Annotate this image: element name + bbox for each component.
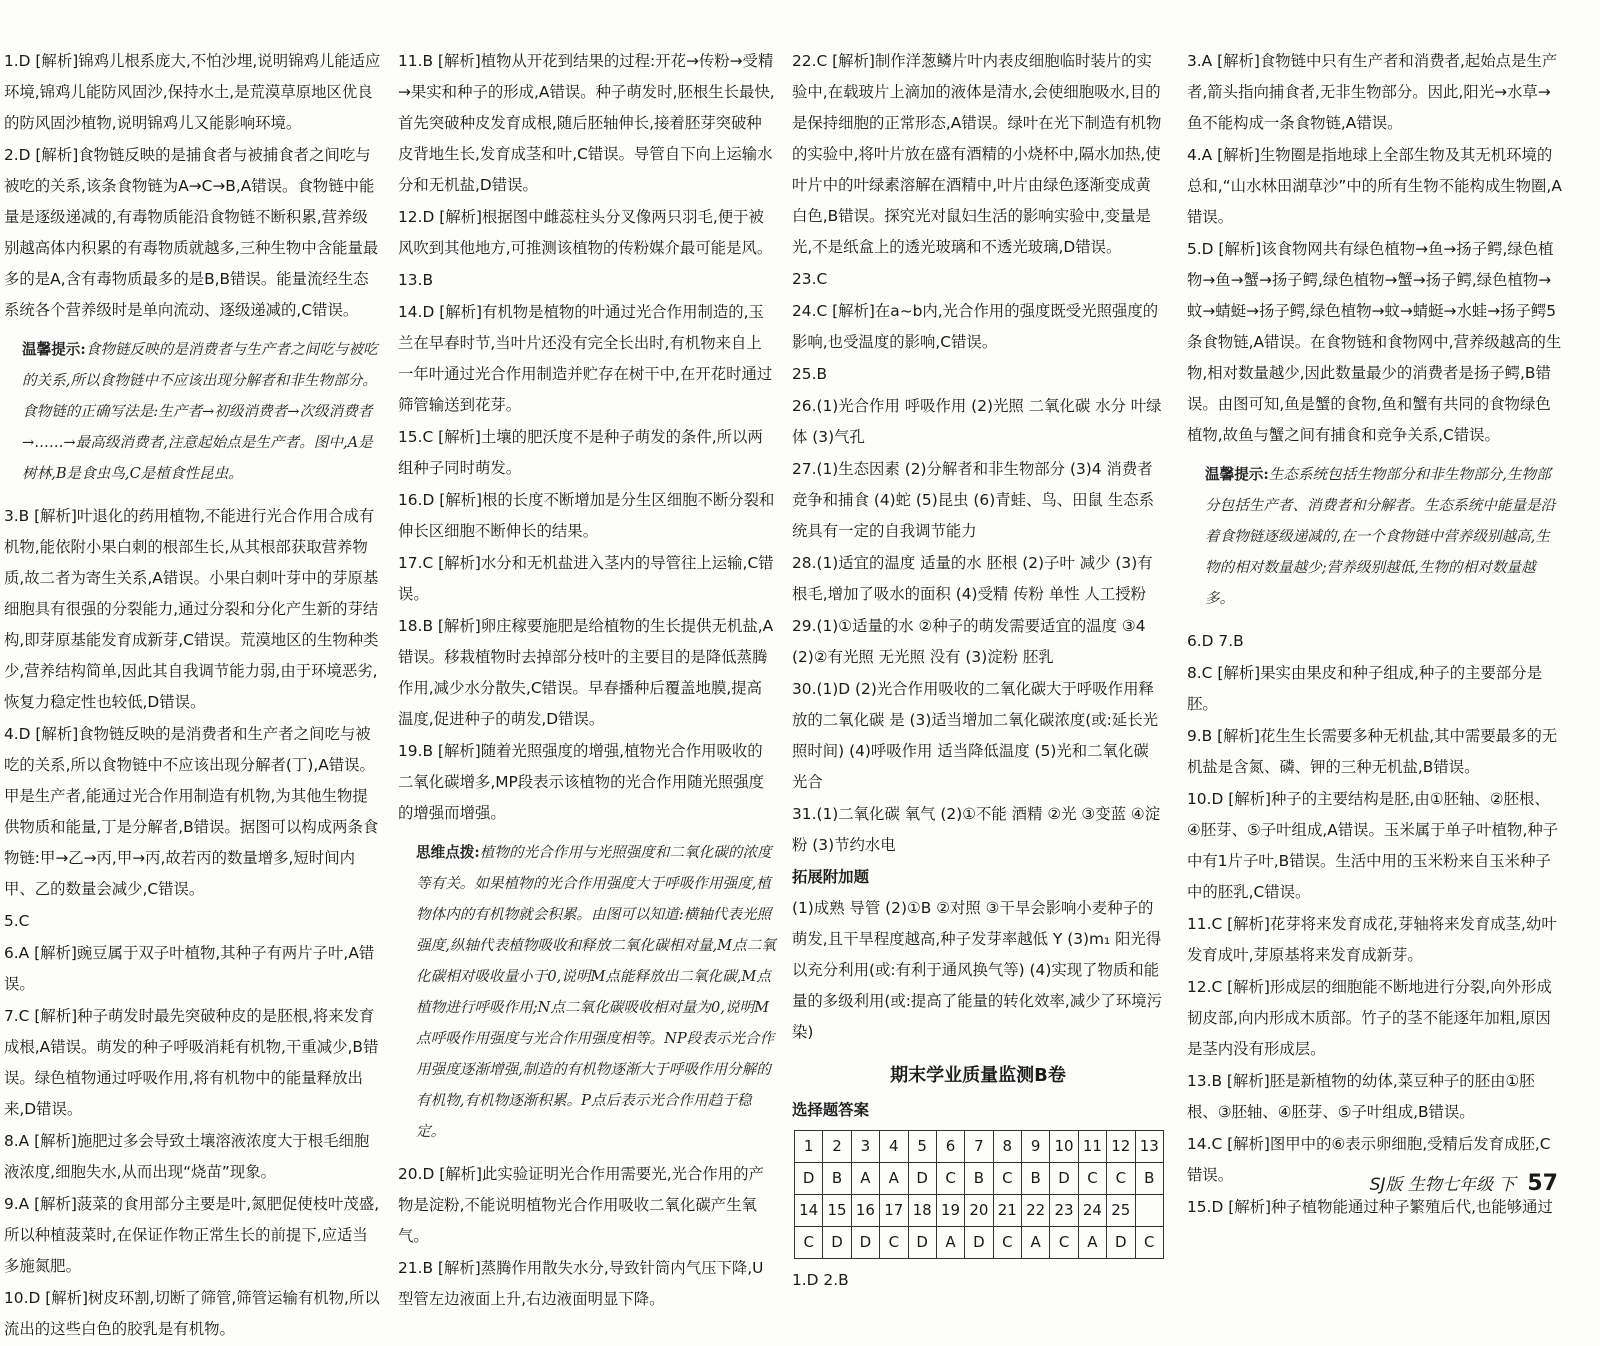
tip-text: 植物的光合作用与光照强度和二氧化碳的浓度等有关。如果植物的光合作用强度大于呼吸作用强度,植物体内的有机物就会积累。由图可以知道:横轴代表光照强度,纵轴代表植物吸收和释放二氧化碳相对量,M点二氧化碳相对吸收量小于0,说明M点能释放出二氧化碳,M点植物进行呼吸作用;N点二氧化碳吸收相对量为0,说明M点呼吸作用强度与光合作用强度相等。NP段表示光合作用强度逐渐增强,制造的有机物逐渐大于呼吸作用分解的有机物,有机物逐渐积累。P点后表示光合作用趋于稳定。 <box>416 844 776 1140</box>
answer-item: 13.B [解析]胚是新植物的幼体,菜豆种子的胚由①胚根、③胚轴、④胚芽、⑤子叶组成,B错误。 <box>1187 1072 1535 1121</box>
answer-table-cell: 9 <box>1022 1131 1050 1163</box>
answer-item: 16.D [解析]根的长度不断增加是分生区细胞不断分裂和伸长区细胞不断伸长的结果。 <box>398 491 775 540</box>
answer-table-cell: B <box>1135 1163 1164 1195</box>
answer-table-cell: 15 <box>823 1195 851 1227</box>
answer-table-cell: 24 <box>1078 1195 1106 1227</box>
answer-table-cell: 23 <box>1050 1195 1078 1227</box>
answer-item: 11.C [解析]花芽将来发育成花,芽轴将来发育成茎,幼叶发育成叶,芽原基将来发育成新芽。 <box>1187 915 1557 964</box>
answer-item: 21.B [解析]蒸腾作用散失水分,导致针筒内气压下降,U型管左边液面上升,右边液面明显下降。 <box>398 1259 764 1308</box>
answer-table-row <box>795 1163 1164 1195</box>
answer-item: 20.D [解析]此实验证明光合作用需要光,光合作用的产物是淀粉,不能说明植物光合作用吸收二氧化碳产生氧气。 <box>398 1165 764 1245</box>
answer-table-cell: A <box>1078 1227 1106 1259</box>
page-number: 57 <box>1527 1171 1558 1196</box>
answer-table-cell: C <box>936 1163 964 1195</box>
answer-table-cell: D <box>908 1163 936 1195</box>
tip-box <box>416 837 776 1147</box>
answer-item: 24.C [解析]在a~b内,光合作用的强度既受光照强度的影响,也受温度的影响,C错误。 <box>792 302 1159 351</box>
answer-table-cell: 3 <box>851 1131 879 1163</box>
answer-table-cell: D <box>851 1227 879 1259</box>
answer-table-cell: B <box>823 1163 851 1195</box>
choice-title: 选择题答案 <box>792 1101 869 1119</box>
answer-table-row <box>795 1195 1164 1227</box>
answer-table-cell: 18 <box>908 1195 936 1227</box>
answer-table-cell: C <box>993 1227 1021 1259</box>
answer-table-cell: C <box>1078 1163 1106 1195</box>
answer-table-cell: D <box>965 1227 993 1259</box>
answer-item: 11.B [解析]植物从开花到结果的过程:开花→传粉→受精→果实和种子的形成,A错误。种子萌发时,胚根生长最快,首先突破种皮发育成根,随后胚轴伸长,接着胚芽突破种皮背地生长,发育成茎和叶,C错误。导管自下向上运输水分和无机盐,D错误。 <box>398 52 775 194</box>
answer-table-cell: 5 <box>908 1131 936 1163</box>
answer-item: 18.B [解析]卵庄稼要施肥是给植物的生长提供无机盐,A错误。移栽植物时去掉部分枝叶的主要目的是降低蒸腾作用,减少水分散失,C错误。早春播种后覆盖地膜,提高温度,促进种子的萌发,D错误。 <box>398 617 774 728</box>
answer-table-cell: A <box>936 1227 964 1259</box>
answer-item: 17.C [解析]水分和无机盐进入茎内的导管往上运输,C错误。 <box>398 554 774 603</box>
answer-table-cell: 14 <box>795 1195 823 1227</box>
tip-box <box>1205 459 1563 614</box>
answer-table-cell: 4 <box>880 1131 908 1163</box>
page-footer <box>1370 1170 1558 1196</box>
answer-item: 31.(1)二氧化碳 氧气 (2)①不能 酒精 ②光 ③变蓝 ④淀粉 (3)节约水电 <box>792 805 1161 854</box>
answer-item: 14.D [解析]有机物是植物的叶通过光合作用制造的,玉兰在早春时节,当叶片还没有完全长出时,有机物来自上一年叶通过光合作用制造并贮存在树干中,在开花时通过筛管输送到花芽。 <box>398 303 773 414</box>
column-2 <box>398 46 776 1316</box>
answer-item: 29.(1)①适量的水 ②种子的萌发需要适宜的温度 ③4 (2)②有光照 无光照 没有 (3)淀粉 胚乳 <box>792 617 1146 666</box>
answer-item: 23.C <box>792 270 828 288</box>
answer-item: 15.C [解析]土壤的肥沃度不是种子萌发的条件,所以两组种子同时萌发。 <box>398 428 763 477</box>
answer-table-cell: C <box>1107 1163 1135 1195</box>
answer-item: 6.A [解析]豌豆属于双子叶植物,其种子有两片子叶,A错误。 <box>4 944 375 993</box>
answer-table-cell: 16 <box>851 1195 879 1227</box>
tip-box <box>22 334 382 489</box>
section-title: 拓展附加题 <box>792 868 869 886</box>
answer-table-cell: 7 <box>965 1131 993 1163</box>
exam-title: 期末学业质量监测B卷 <box>890 1065 1066 1086</box>
answer-table-cell: C <box>880 1227 908 1259</box>
answer-table-cell: 17 <box>880 1195 908 1227</box>
answer-table-cell: D <box>795 1163 823 1195</box>
answer-item: 5.D [解析]该食物网共有绿色植物→鱼→扬子鳄,绿色植物→鱼→蟹→扬子鳄,绿色植物→蟹→扬子鳄,绿色植物→蚊→蜻蜓→扬子鳄,绿色植物→蚊→蜻蜓→水蛙→扬子鳄5条食物链,A错误。在食物链和食物网中,营养级越高的生物,相对数量越少,因此数量最少的消费者是扬子鳄,B错误。由图可知,鱼是蟹的食物,鱼和蟹有共同的食物绿色植物,故鱼与蟹之间有捕食和竞争关系,C错误。 <box>1187 240 1562 444</box>
answer-item: 9.B [解析]花生生长需要多种无机盐,其中需要最多的无机盐是含氮、磷、钾的三种无机盐,B错误。 <box>1187 727 1558 776</box>
answer-table-cell: B <box>965 1163 993 1195</box>
answer-table-cell: 1 <box>795 1131 823 1163</box>
answer-table <box>794 1130 1164 1259</box>
answer-item: 8.A [解析]施肥过多会导致土壤溶液浓度大于根毛细胞液浓度,细胞失水,从而出现“烧苗”现象。 <box>4 1132 370 1181</box>
answer-item: 3.A [解析]食物链中只有生产者和消费者,起始点是生产者,箭头指向捕食者,无非生物部分。因此,阳光→水草→鱼不能构成一条食物链,A错误。 <box>1187 52 1558 132</box>
answer-table-cell: 22 <box>1022 1195 1050 1227</box>
answer-table-cell: 19 <box>936 1195 964 1227</box>
answer-item: 14.C [解析]图甲中的⑥表示卵细胞,受精后发育成胚,C错误。 <box>1187 1135 1551 1184</box>
answer-item: 7.C [解析]种子萌发时最先突破种皮的是胚根,将来发育成根,A错误。萌发的种子呼吸消耗有机物,干重减少,B错误。绿色植物通过呼吸作用,将有机物中的能量释放出来,D错误。 <box>4 1007 379 1118</box>
tip-title: 温馨提示: <box>1205 466 1269 483</box>
answer-item: 5.C <box>4 912 30 930</box>
answer-item: 9.A [解析]菠菜的食用部分主要是叶,氮肥促使枝叶茂盛,所以种植菠菜时,在保证作物正常生长的前提下,应适当多施氮肥。 <box>4 1195 380 1275</box>
answer-table-cell: B <box>1022 1163 1050 1195</box>
answer-item: 19.B [解析]随着光照强度的增强,植物光合作用吸收的二氧化碳增多,MP段表示该植物的光合作用随光照强度的增强而增强。 <box>398 742 765 822</box>
column-4 <box>1187 46 1563 1224</box>
tip-text: 食物链反映的是消费者与生产者之间吃与被吃的关系,所以食物链中不应该出现分解者和非生物部分。食物链的正确写法是:生产者→初级消费者→次级消费者→……→最高级消费者,注意起始点是生产者。图中,A是树林,B是食虫鸟,C是植食性昆虫。 <box>22 341 378 482</box>
answer-table-cell: 21 <box>993 1195 1021 1227</box>
answer-item: 28.(1)适宜的温度 适量的水 胚根 (2)子叶 减少 (3)有根毛,增加了吸水的面积 (4)受精 传粉 单性 人工授粉 <box>792 554 1153 603</box>
answer-item: 12.C [解析]形成层的细胞能不断地进行分裂,向外形成韧皮部,向内形成木质部。竹子的茎不能逐年加粗,原因是茎内没有形成层。 <box>1187 978 1552 1058</box>
answer-table-cell: 13 <box>1135 1131 1164 1163</box>
answer-table-cell: D <box>823 1227 851 1259</box>
answer-table-cell: C <box>795 1227 823 1259</box>
answer-item: 8.C [解析]果实由果皮和种子组成,种子的主要部分是胚。 <box>1187 664 1543 713</box>
answer-table-row <box>795 1131 1164 1163</box>
answer-table-cell: 2 <box>823 1131 851 1163</box>
answer-item: 12.D [解析]根据图中雌蕊柱头分叉像两只羽毛,便于被风吹到其他地方,可推测该植物的传粉媒介最可能是风。 <box>398 208 773 257</box>
answer-table-cell: 6 <box>936 1131 964 1163</box>
answer-item: 10.D [解析]种子的主要结构是胚,由①胚轴、②胚根、④胚芽、⑤子叶组成,A错误。玉米属于单子叶植物,种子中有1片子叶,B错误。生活中用的玉米粉来自玉米种子中的胚乳,C错误。 <box>1187 790 1559 901</box>
answer-table-cell: D <box>1050 1163 1078 1195</box>
answer-item: 22.C [解析]制作洋葱鳞片叶内表皮细胞临时装片的实验中,在载玻片上滴加的液体是清水,会使细胞吸水,目的是保持细胞的正常形态,A错误。绿叶在光下制造有机物的实验中,将叶片放在盛有酒精的小烧杯中,隔水加热,使叶片中的叶绿素溶解在酒精中,叶片由绿色逐渐变成黄白色,B错误。探究光对鼠妇生活的影响实验中,变量是光,不是纸盒上的透光玻璃和不透光玻璃,D错误。 <box>792 52 1162 256</box>
answer-item: 4.D [解析]食物链反映的是消费者和生产者之间吃与被吃的关系,所以食物链中不应该出现分解者(丁),A错误。甲是生产者,能通过光合作用制造有机物,为其他生物提供物质和能量,丁是分解者,B错误。据图可以构成两条食物链:甲→乙→丙,甲→丙,故若丙的数量增多,短时间内甲、乙的数量会减少,C错误。 <box>4 725 379 898</box>
answer-item: 15.D [解析]种子植物能通过种子繁殖后代,也能够通过 <box>1187 1198 1553 1216</box>
answer-item: 27.(1)生态因素 (2)分解者和非生物部分 (3)4 消费者 竞争和捕食 (4)蛇 (5)昆虫 (6)青蛙、鸟、田鼠 生态系统具有一定的自我调节能力 <box>792 460 1155 540</box>
answer-table-cell: A <box>1022 1227 1050 1259</box>
answer-item: 2.D [解析]食物链反映的是捕食者与被捕食者之间吃与被吃的关系,该条食物链为A→C→B,A错误。食物链中能量是逐级递减的,有毒物质能沿食物链不断积累,营养级别越高体内积累的有毒物质就越多,三种生物中含能量最多的是A,含有毒物质最多的是B,B错误。能量流经生态系统各个营养级时是单向流动、逐级递减的,C错误。 <box>4 146 379 319</box>
tip-title: 温馨提示: <box>22 341 86 358</box>
answer-table-cell: 20 <box>965 1195 993 1227</box>
answer-table-cell: C <box>1135 1227 1164 1259</box>
column-1 <box>4 46 382 1346</box>
answer-item: 1.D 2.B <box>792 1271 849 1289</box>
answer-item: 6.D 7.B <box>1187 632 1244 650</box>
answer-item: 1.D [解析]锦鸡儿根系庞大,不怕沙埋,说明锦鸡儿能适应环境,锦鸡儿能防风固沙,保持水土,是荒漠草原地区优良的防风固沙植物,说明锦鸡儿又能影响环境。 <box>4 52 381 132</box>
answer-item: 13.B <box>398 271 434 289</box>
answer-item: 10.D [解析]树皮环割,切断了筛管,筛管运输有机物,所以流出的这些白色的胶乳是有机物。 <box>4 1289 380 1338</box>
answer-table-cell: A <box>880 1163 908 1195</box>
answer-table-cell: 10 <box>1050 1131 1078 1163</box>
answer-table-cell: 8 <box>993 1131 1021 1163</box>
column-3 <box>792 46 1164 1297</box>
tip-text: 生态系统包括生物部分和非生物部分,生物部分包括生产者、消费者和分解者。生态系统中能量是沿着食物链逐级递减的,在一个食物链中营养级别越高,生物的相对数量越少;营养级别越低,生物的相对数量越多。 <box>1205 466 1556 607</box>
answer-table-cell: 12 <box>1107 1131 1135 1163</box>
answer-table-row <box>795 1227 1164 1259</box>
answer-item: 26.(1)光合作用 呼吸作用 (2)光照 二氧化碳 水分 叶绿体 (3)气孔 <box>792 397 1162 446</box>
answer-table-cell: 25 <box>1107 1195 1135 1227</box>
answer-item: 25.B <box>792 365 828 383</box>
answer-table-cell: C <box>993 1163 1021 1195</box>
answer-table-cell: D <box>908 1227 936 1259</box>
answer-table-cell: D <box>1107 1227 1135 1259</box>
answer-item: 3.B [解析]叶退化的药用植物,不能进行光合作用合成有机物,能依附小果白刺的根部生长,从其根部获取营养物质,故二者为寄生关系,A错误。小果白刺叶芽中的芽原基细胞具有很强的分裂能力,通过分裂和分化产生新的芽结构,即芽原基能发育成新芽,C错误。荒漠地区的生物种类少,营养结构简单,因此其自我调节能力弱,由于环境恶劣,恢复力稳定性也较低,D错误。 <box>4 507 379 711</box>
answer-table-cell <box>1135 1195 1164 1227</box>
answer-item: 30.(1)D (2)光合作用吸收的二氧化碳大于呼吸作用释放的二氧化碳 是 (3)适当增加二氧化碳浓度(或:延长光照时间) (4)呼吸作用 适当降低温度 (5)光和二氧化碳 光合 <box>792 680 1158 791</box>
answer-item: 4.A [解析]生物圈是指地球上全部生物及其无机环境的总和,“山水林田湖草沙”中的所有生物不能构成生物圈,A错误。 <box>1187 146 1562 226</box>
footer-label: SJ版 生物七年级 下 <box>1369 1175 1516 1195</box>
answer-table-cell: C <box>1050 1227 1078 1259</box>
answer-table-cell: A <box>851 1163 879 1195</box>
answer-item: (1)成熟 导管 (2)①B ②对照 ③干旱会影响小麦种子的萌发,且干旱程度越高,种子发芽率越低 Y (3)m₁ 阳光得以充分利用(或:有利于通风换气等) (4)实现了物质和能量的多级利用(或:提高了能量的转化效率,减少了环境污染) <box>792 899 1163 1041</box>
tip-title: 思维点拨: <box>416 844 480 861</box>
answer-table-cell: 11 <box>1078 1131 1106 1163</box>
